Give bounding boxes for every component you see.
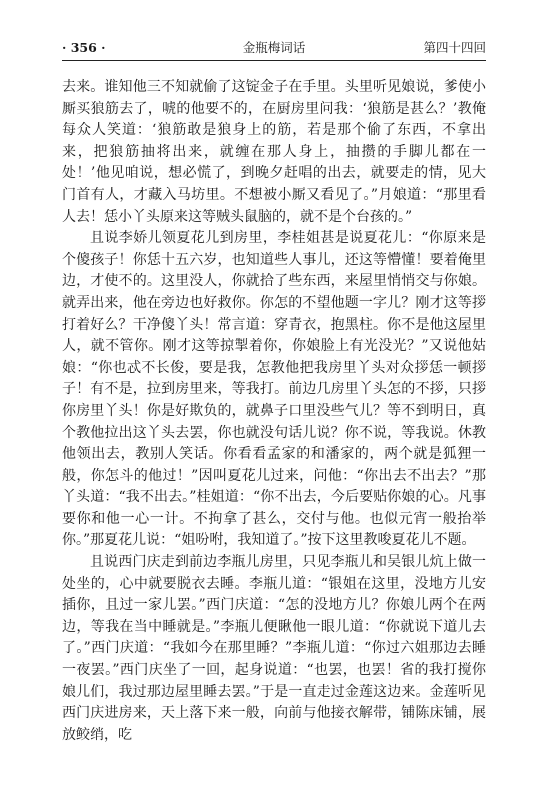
page-header: [62, 38, 486, 58]
page-number: · 356 ·: [62, 40, 106, 55]
header-rule: [62, 60, 486, 61]
text-body: [62, 77, 486, 746]
chapter-title: 第四十四回: [423, 40, 486, 55]
paragraph-2: 且说李娇儿领夏花儿到房里，李桂姐甚是说夏花儿：“你原来是个傻孩子！你恁十五六岁，也知道些人事儿，还这等懵懂！要着俺里边，才使不的。这里没人，你就拾了些东西，来屋里悄悄交与你娘。就弄出来，他在旁边也好救你。你怎的不望他题一字儿？刚才这等拶打着好么？干净傻丫头！常言道：穿青衣，抱黑柱。你不是他这屋里人，就不管你。刚才这等掠掣着你，你娘脸上有光没光？”又说他姑娘：“你也忒不长俊，要是我，怎教他把我房里丫头对众拶恁一顿拶子！有不是，拉到房里来，等我打。前边几房里丫头怎的不拶，只拶你房里丫头！你是好欺负的，就鼻子口里没些气儿？等不到明日，真个教他拉出这丫头去罢，你也就没句话儿说？你不说，等我说。休教他领出去，教别人笑话。你看看孟家的和潘家的，两个就是狐狸一般，你怎斗的他过！”因叫夏花儿过来，问他：“你出去不出去？”那丫头道：“我不出去。”桂姐道：“你不出去，今后要贴你娘的心。凡事要你和他一心一计。不拘拿了甚么，交付与他。也似元宵一般抬举你。”那夏花儿说：“姐吩咐，我知道了。”按下这里教唆夏花儿不题。: [62, 230, 486, 549]
paragraph-1: 去来。谁知他三不知就偷了这锭金子在手里。头里听见娘说，爹使小厮买狼筋去了，唬的他要不的，在厨房里问我：‘狼筋是甚么？’教俺每众人笑道：‘狼筋敢是狼身上的筋，若是那个偷了东西，不拿出来，把狼筋抽将出来，就缠在那人身上，抽攒的手脚儿都在一处！’他见咱说，想必慌了，到晚夕赶唱的出去，就要走的情，见大门首有人，才藏入马坊里。不想被小厮又看见了。”月娘道：“那里看人去！恁小丫头原来这等贼头鼠脑的，就不是个台孩的。”: [62, 79, 486, 225]
paragraph-3: 且说西门庆走到前边李瓶儿房里，只见李瓶儿和吴银儿炕上做一处坐的，心中就要脱衣去睡。李瓶儿道：“银姐在这里，没地方儿安插你，且过一家儿罢。”西门庆道：“怎的没地方儿？你娘儿两个在两边，等我在当中睡就是。”李瓶儿便瞅他一眼儿道：“你就说下道儿去了。”西门庆道：“我如今在那里睡？”李瓶儿道：“你过六姐那边去睡一夜罢。”西门庆坐了一回，起身说道：“也罢，也罢！省的我打搅你娘儿们，我过那边屋里睡去罢。”于是一直走过金莲这边来。金莲听见西门庆进房来，天上落下来一般，向前与他接衣解带，铺陈床铺，展放鲛绡，吃: [62, 554, 486, 743]
book-title: 金瓶梅词话: [242, 40, 306, 55]
